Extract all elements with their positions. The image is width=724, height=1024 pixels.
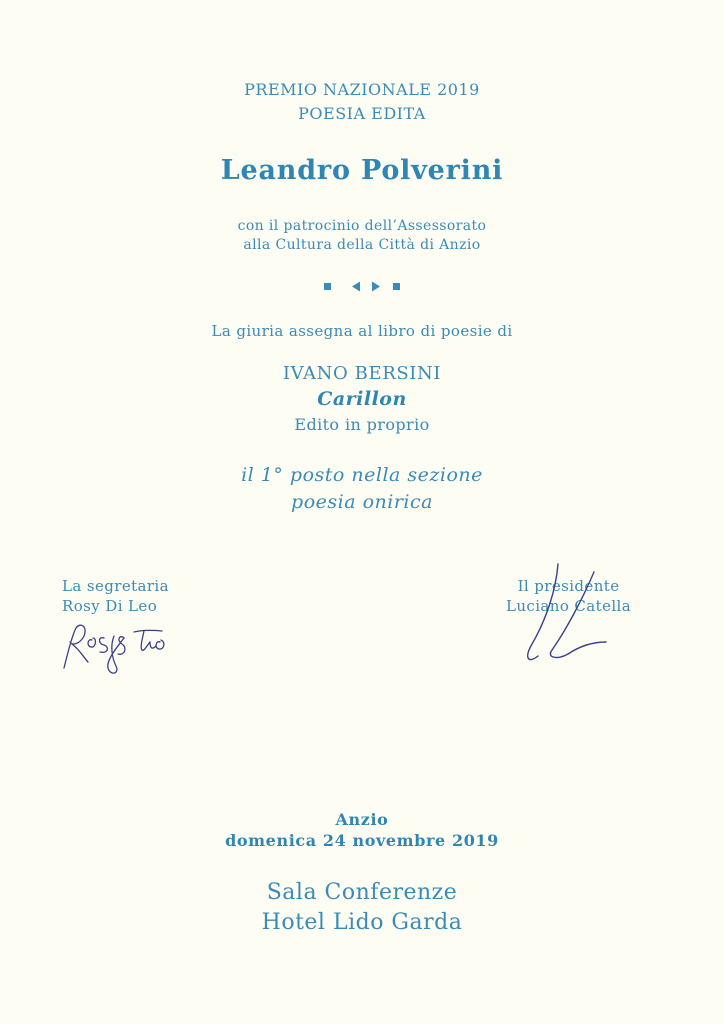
secretary-name: Rosy Di Leo <box>62 597 158 615</box>
president-signature <box>516 560 616 668</box>
secretary-role: La segretaria <box>62 577 169 595</box>
venue-line-2: Hotel Lido Garda <box>261 910 463 935</box>
event-date: domenica 24 novembre 2019 <box>225 831 499 850</box>
secretary-block <box>62 576 169 616</box>
ornament-divider <box>0 278 724 294</box>
placement-line-2: poesia onirica <box>291 491 433 513</box>
event-city: Anzio <box>335 810 389 829</box>
award-title: PREMIO NAZIONALE 2019 <box>244 80 480 99</box>
prize-name: Leandro Polverini <box>220 155 504 186</box>
author-name: IVANO BERSINI <box>282 363 442 384</box>
secretary-signature <box>58 616 178 678</box>
book-title: Carillon <box>317 388 407 410</box>
publisher: Edito in proprio <box>294 415 430 434</box>
jury-statement: La giuria assegna al libro di poesie di <box>211 322 513 340</box>
president-role: Il presidente <box>517 577 620 595</box>
award-subtitle: POESIA EDITA <box>298 104 426 123</box>
president-name: Luciano Catella <box>506 597 632 615</box>
venue-line-1: Sala Conferenze <box>266 880 458 905</box>
patronage-line-1: con il patrocinio dell’Assessorato <box>237 218 487 234</box>
ornament-icon <box>322 279 402 293</box>
placement-line-1: il 1° posto nella sezione <box>241 464 483 486</box>
patronage-line-2: alla Cultura della Città di Anzio <box>243 237 481 253</box>
